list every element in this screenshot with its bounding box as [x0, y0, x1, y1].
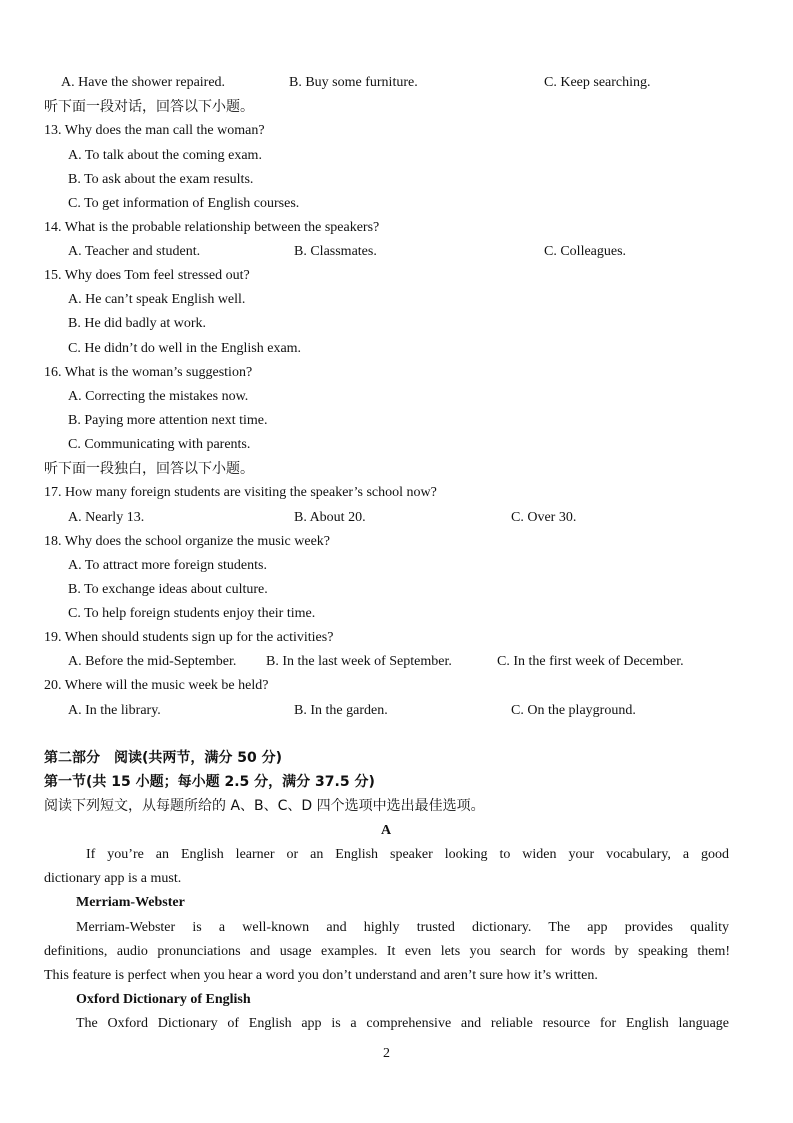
- q15-option-b: B. He did badly at work.: [68, 316, 207, 331]
- q16-option-a: A. Correcting the mistakes now.: [68, 389, 249, 404]
- part2-heading: 第二部分 阅读(共两节，满分 50 分): [44, 750, 283, 766]
- q19-stem: 19. When should students sign up for the activities?: [44, 630, 334, 645]
- q12-option-b: B. Buy some furniture.: [289, 75, 418, 90]
- instruction-dialogue: 听下面一段对话，回答以下小题。: [44, 99, 254, 115]
- oxford-title: Oxford Dictionary of English: [76, 992, 251, 1007]
- q14-option-b: B. Classmates.: [294, 244, 377, 259]
- q16-option-b: B. Paying more attention next time.: [68, 413, 268, 428]
- q18-stem: 18. Why does the school organize the music week?: [44, 534, 331, 549]
- q13-stem: 13. Why does the man call the woman?: [44, 123, 265, 138]
- mw-line-1: Merriam-Webster is a well-known and highly trusted dictionary. The app provides quality: [76, 920, 729, 935]
- q16-stem: 16. What is the woman’s suggestion?: [44, 365, 253, 380]
- passage-letter: A: [381, 823, 392, 838]
- intro-line-2: dictionary app is a must.: [44, 871, 182, 886]
- page-number: 2: [383, 1046, 390, 1061]
- mw-line-3: This feature is perfect when you hear a word you don’t understand and aren’t sure how it’s written.: [44, 968, 598, 983]
- q15-stem: 15. Why does Tom feel stressed out?: [44, 268, 250, 283]
- q13-option-a: A. To talk about the coming exam.: [68, 148, 262, 163]
- q14-option-c: C. Colleagues.: [544, 244, 627, 259]
- q12-option-a: A. Have the shower repaired.: [61, 75, 226, 90]
- oxford-line-1: The Oxford Dictionary of English app is a comprehensive and reliable resource for English language: [76, 1016, 729, 1031]
- reading-instruction: 阅读下列短文，从每题所给的 A、B、C、D 四个选项中选出最佳选项。: [44, 798, 485, 814]
- intro-line-1: If you’re an English learner or an English speaker looking to widen your vocabulary, a good: [86, 847, 729, 862]
- q19-option-a: A. Before the mid-September.: [68, 654, 237, 669]
- q15-option-c: C. He didn’t do well in the English exam.: [68, 341, 302, 356]
- q17-option-a: A. Nearly 13.: [68, 510, 145, 525]
- q17-option-c: C. Over 30.: [511, 510, 577, 525]
- section1-heading: 第一节(共 15 小题；每小题 2.5 分，满分 37.5 分): [44, 774, 375, 790]
- q13-option-b: B. To ask about the exam results.: [68, 172, 254, 187]
- q12-option-c: C. Keep searching.: [544, 75, 651, 90]
- q14-stem: 14. What is the probable relationship between the speakers?: [44, 220, 380, 235]
- q20-option-c: C. On the playground.: [511, 703, 636, 718]
- instruction-monologue: 听下面一段独白，回答以下小题。: [44, 461, 254, 477]
- q16-option-c: C. Communicating with parents.: [68, 437, 251, 452]
- q18-option-a: A. To attract more foreign students.: [68, 558, 267, 573]
- q19-option-b: B. In the last week of September.: [266, 654, 452, 669]
- q15-option-a: A. He can’t speak English well.: [68, 292, 246, 307]
- q18-option-b: B. To exchange ideas about culture.: [68, 582, 268, 597]
- q19-option-c: C. In the first week of December.: [497, 654, 684, 669]
- q18-option-c: C. To help foreign students enjoy their time.: [68, 606, 316, 621]
- q20-option-a: A. In the library.: [68, 703, 161, 718]
- q13-option-c: C. To get information of English courses.: [68, 196, 300, 211]
- mw-title: Merriam-Webster: [76, 895, 185, 910]
- q20-option-b: B. In the garden.: [294, 703, 388, 718]
- q17-stem: 17. How many foreign students are visiting the speaker’s school now?: [44, 485, 437, 500]
- q17-option-b: B. About 20.: [294, 510, 366, 525]
- mw-line-2: definitions, audio pronunciations and usage examples. It even lets you search for words by speaking them!: [44, 944, 730, 959]
- q20-stem: 20. Where will the music week be held?: [44, 678, 269, 693]
- q14-option-a: A. Teacher and student.: [68, 244, 201, 259]
